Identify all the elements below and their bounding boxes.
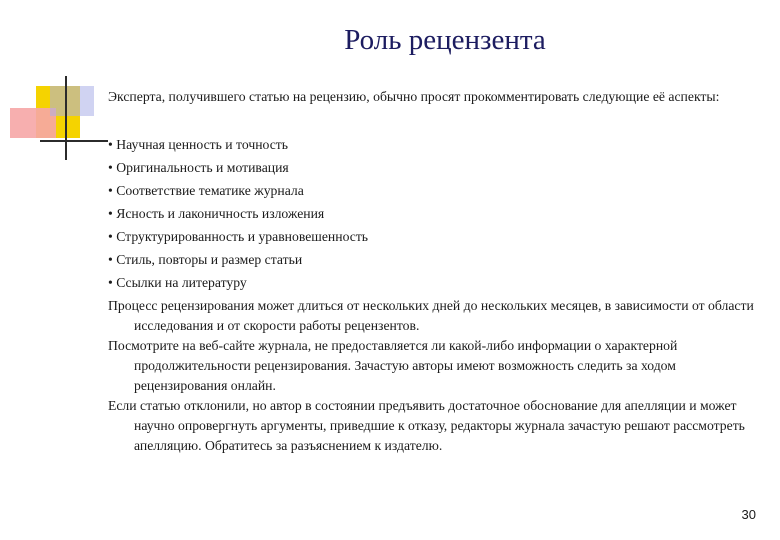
- decor-vertical-line: [65, 76, 67, 160]
- review-duration-paragraph: Процесс рецензирования может длиться от нескольких дней до нескольких месяцев, в зависимости от области исследования и от скорости работы рецензентов.: [108, 298, 754, 333]
- list-item: • Стиль, повторы и размер статьи: [108, 250, 756, 270]
- list-item: • Оригинальность и мотивация: [108, 158, 756, 178]
- decor-blue-rectangle: [50, 86, 94, 116]
- list-item: • Ссылки на литературу: [108, 273, 756, 293]
- slide-content: [108, 87, 756, 456]
- slide-title: Роль рецензента: [344, 24, 546, 56]
- page-number: 30: [741, 507, 756, 522]
- list-item: • Структурированность и уравновешенность: [108, 227, 756, 247]
- decor-horizontal-line: [40, 140, 108, 142]
- appeal-paragraph: Если статью отклонили, но автор в состоянии предъявить достаточное обоснование для апелляции и может научно опровергнуть аргументы, приведшие к отказу, редакторы журнала зачастую решают рассмотреть апелляцию. Обратитесь за разъяснением к издателю.: [108, 398, 745, 453]
- intro-paragraph: Эксперта, получившего статью на рецензию, обычно просят прокомментировать следующие её аспекты:: [108, 89, 720, 104]
- list-item: • Соответствие тематике журнала: [108, 181, 756, 201]
- journal-website-paragraph: Посмотрите на веб-сайте журнала, не предоставляется ли какой-либо информации о характерной продолжительности рецензирования. Зачастую авторы имеют возможность следить за ходом рецензирования онлайн.: [108, 338, 678, 393]
- aspects-list: [108, 135, 756, 293]
- list-item: • Ясность и лаконичность изложения: [108, 204, 756, 224]
- list-item: • Научная ценность и точность: [108, 135, 756, 155]
